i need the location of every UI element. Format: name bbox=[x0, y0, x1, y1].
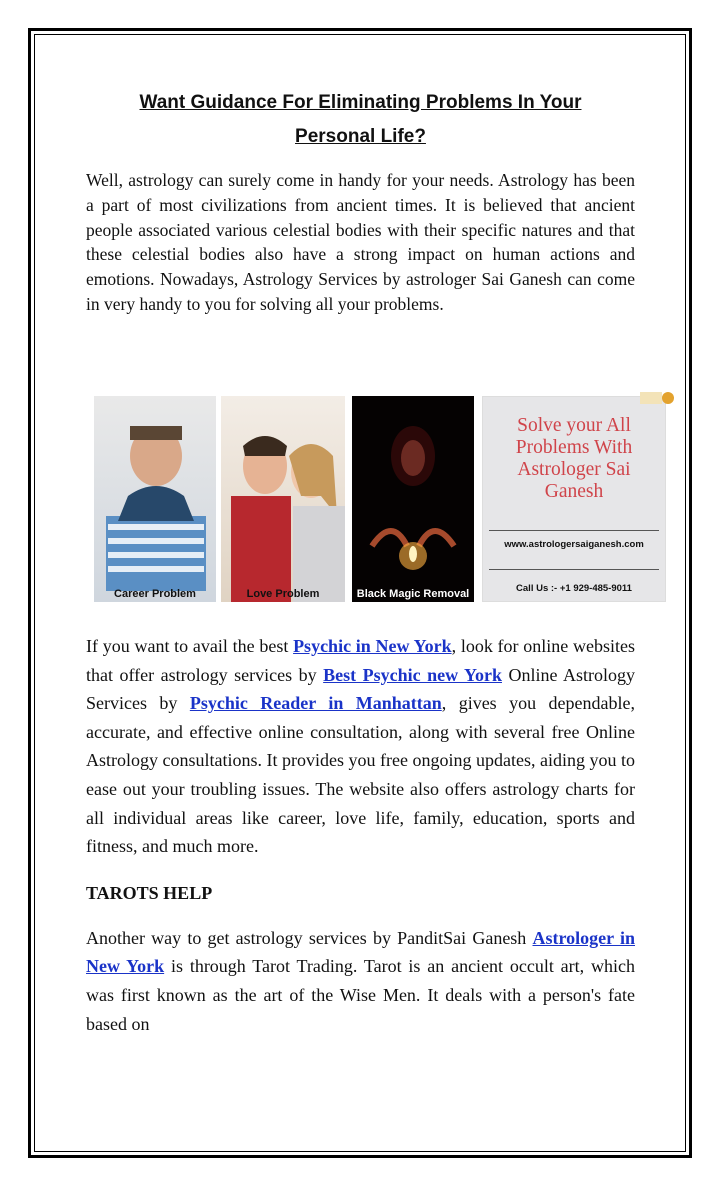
link-psychic-new-york[interactable]: Psychic in New York bbox=[293, 636, 452, 656]
banner-image bbox=[94, 390, 674, 605]
link-astrologer-new-york[interactable]: Astrologer in New York bbox=[86, 927, 636, 977]
document-body bbox=[86, 86, 635, 317]
text-segment: If you want to avail the best bbox=[86, 636, 294, 656]
promo-card bbox=[482, 396, 666, 602]
title-line-1: Want Guidance For Eliminating Problems In Your bbox=[139, 92, 582, 113]
text-segment: , gives you dependable, accurate, and effective online consultation, along with several free Online Astrology consultations. It provides you free ongoing updates, aiding you to ease out your troubling issues. The website also offers astrology charts for all individual areas like career, love life, family, education, sports and fitness, and much more. bbox=[86, 693, 635, 857]
divider bbox=[489, 530, 659, 531]
link-best-psychic-new-york[interactable]: Best Psychic new York bbox=[323, 664, 502, 685]
promo-phone: Call Us :- +1 929-485-9011 bbox=[516, 583, 632, 594]
title-line-2: Personal Life? bbox=[295, 126, 426, 147]
text-segment: is through Tarot Trading. Tarot is an ancient occult art, which was first known as the art of the Wise Men. It deals with a person's fate based on bbox=[86, 956, 635, 1034]
caption-career: Career Problem bbox=[114, 588, 196, 600]
main-section bbox=[86, 632, 635, 1038]
text-segment: , look for online websites that offer astrology services by bbox=[86, 636, 635, 685]
section-heading: TAROTS HELP bbox=[86, 882, 213, 903]
divider bbox=[489, 569, 659, 570]
caption-love: Love Problem bbox=[246, 588, 320, 600]
caption-black-magic: Black Magic Removal bbox=[356, 588, 470, 600]
career-problem-image bbox=[94, 396, 216, 602]
logo-icon bbox=[640, 390, 674, 404]
text-segment: Another way to get astrology services by PanditSai Ganesh bbox=[86, 927, 533, 948]
page-title bbox=[86, 86, 635, 154]
tarot-paragraph bbox=[86, 924, 635, 1038]
link-psychic-reader-manhattan[interactable]: Psychic Reader in Manhattan bbox=[189, 693, 442, 714]
promo-title: Solve your All Problems With Astrologer Sai Ganesh bbox=[515, 415, 633, 502]
text-segment: Online Astrology Services by bbox=[86, 664, 635, 714]
love-problem-image bbox=[221, 396, 345, 602]
black-magic-image bbox=[352, 396, 474, 602]
promo-url: www.astrologersaiganesh.com bbox=[504, 539, 644, 550]
intro-paragraph: Well, astrology can surely come in handy for your needs. Astrology has been a part of most civilizations from ancient times. It is believed that ancient people associated various celestial bodies with their specific natures and that these celestial bodies also have a strong impact on human actions and emotions. Nowadays, Astrology Services by astrologer Sai Ganesh can come in very handy to you for solving all your problems. bbox=[86, 170, 635, 314]
psychic-paragraph bbox=[86, 632, 635, 861]
